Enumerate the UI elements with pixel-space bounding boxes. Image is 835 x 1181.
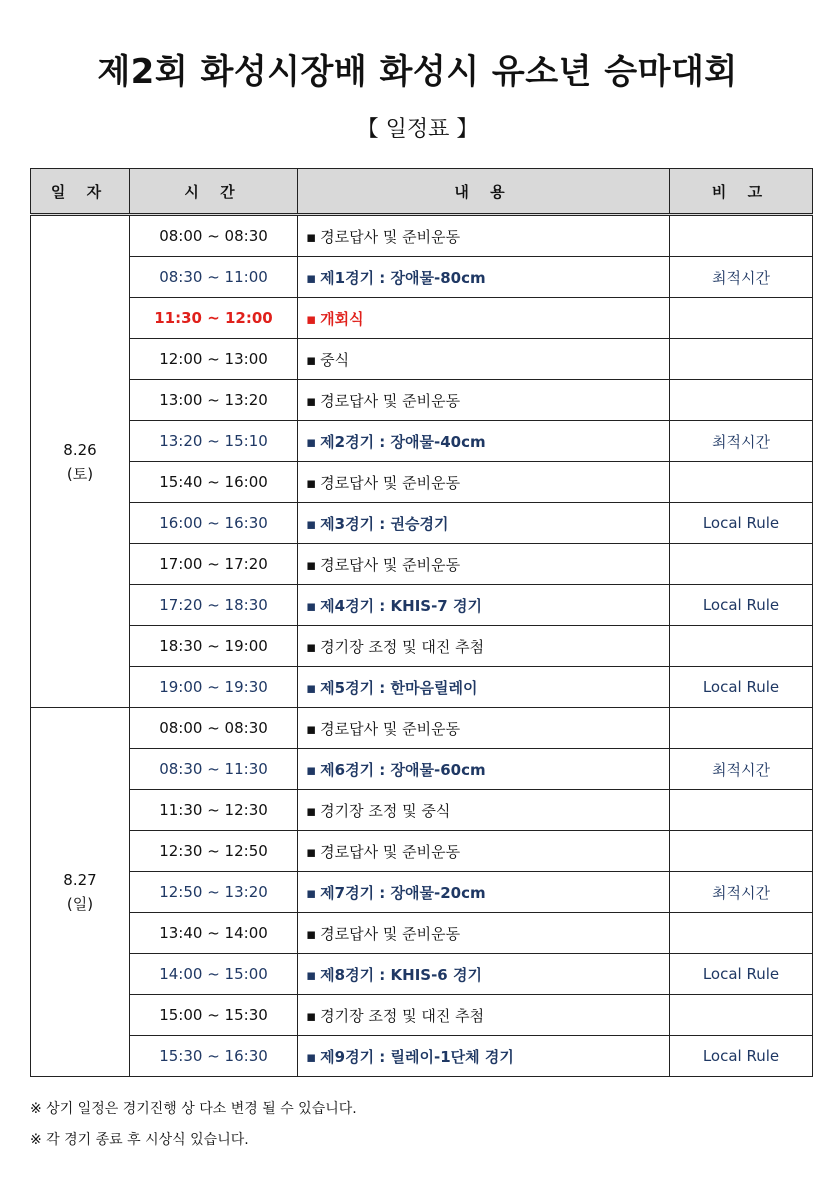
content-cell [298, 380, 670, 421]
note-cell [670, 298, 813, 339]
content-text: 경로답사 및 준비운동 [320, 719, 461, 738]
time-cell: 18:30 ~ 19:00 [130, 626, 298, 667]
content-text: 경로답사 및 준비운동 [320, 391, 461, 410]
note-cell: 최적시간 [670, 421, 813, 462]
content-cell [298, 1036, 670, 1077]
bullet-icon: ▪ [306, 268, 317, 287]
content-cell [298, 831, 670, 872]
content-cell [298, 462, 670, 503]
table-header-row [31, 169, 813, 215]
note-cell: 최적시간 [670, 257, 813, 298]
content-cell [298, 708, 670, 749]
content-cell [298, 995, 670, 1036]
document-title: 제2회 화성시장배 화성시 유소년 승마대회 [97, 52, 738, 92]
content-text: 경로답사 및 준비운동 [320, 227, 461, 246]
content-cell [298, 585, 670, 626]
content-cell [298, 503, 670, 544]
day-weekday: (일) [66, 895, 94, 913]
table-row [31, 544, 813, 585]
content-text: 제6경기 : 장애물-60cm [320, 760, 486, 779]
day-date: 8.27 [63, 871, 97, 889]
day-date: 8.26 [63, 440, 97, 459]
time-cell: 17:00 ~ 17:20 [130, 544, 298, 585]
table-row [31, 708, 813, 749]
content-text: 제7경기 : 장애물-20cm [320, 883, 486, 902]
content-cell [298, 544, 670, 585]
time-cell: 13:00 ~ 13:20 [130, 380, 298, 421]
content-text: 제1경기 : 장애물-80cm [320, 268, 486, 287]
table-row [31, 503, 813, 544]
bullet-icon: ▪ [306, 1006, 317, 1025]
table-row [31, 298, 813, 339]
content-text: 경기장 조정 및 대진 추첨 [320, 1006, 485, 1025]
time-cell: 12:50 ~ 13:20 [130, 872, 298, 913]
schedule-table [30, 168, 813, 1077]
footnote-award: ※ 각 경기 종료 후 시상식 있습니다. [30, 1132, 249, 1148]
content-cell [298, 421, 670, 462]
note-cell [670, 831, 813, 872]
content-text: 제5경기 : 한마음릴레이 [320, 678, 478, 697]
time-cell: 15:30 ~ 16:30 [130, 1036, 298, 1077]
table-row [31, 954, 813, 995]
header-note: 비 고 [670, 169, 813, 215]
content-cell [298, 215, 670, 257]
table-row [31, 1036, 813, 1077]
content-text: 경기장 조정 및 중식 [320, 801, 451, 820]
bullet-icon: ▪ [306, 924, 317, 943]
table-row [31, 667, 813, 708]
bullet-icon: ▪ [306, 391, 317, 410]
content-text: 경로답사 및 준비운동 [320, 924, 461, 943]
time-cell: 08:00 ~ 08:30 [130, 215, 298, 257]
bullet-icon: ▪ [306, 1047, 317, 1066]
bullet-icon: ▪ [306, 801, 317, 820]
content-cell [298, 339, 670, 380]
table-row [31, 995, 813, 1036]
bullet-icon: ▪ [306, 555, 317, 574]
content-cell [298, 626, 670, 667]
header-time: 시 간 [130, 169, 298, 215]
day-weekday: (토) [66, 464, 94, 483]
note-cell [670, 380, 813, 421]
content-text: 경로답사 및 준비운동 [320, 473, 461, 492]
time-cell: 08:30 ~ 11:30 [130, 749, 298, 790]
content-text: 제3경기 : 권승경기 [320, 514, 449, 533]
time-cell: 15:40 ~ 16:00 [130, 462, 298, 503]
table-row [31, 913, 813, 954]
note-cell [670, 544, 813, 585]
header-content: 내 용 [298, 169, 670, 215]
note-cell: 최적시간 [670, 749, 813, 790]
content-cell [298, 257, 670, 298]
bullet-icon: ▪ [306, 473, 317, 492]
bullet-icon: ▪ [306, 309, 317, 328]
note-cell: Local Rule [670, 585, 813, 626]
table-row [31, 872, 813, 913]
bullet-icon: ▪ [306, 883, 317, 902]
bullet-icon: ▪ [306, 432, 317, 451]
note-cell: Local Rule [670, 954, 813, 995]
bullet-icon: ▪ [306, 637, 317, 656]
bullet-icon: ▪ [306, 760, 317, 779]
time-cell: 11:30 ~ 12:30 [130, 790, 298, 831]
content-cell [298, 667, 670, 708]
note-cell: Local Rule [670, 503, 813, 544]
time-cell: 11:30 ~ 12:00 [130, 298, 298, 339]
note-cell: Local Rule [670, 1036, 813, 1077]
table-row [31, 831, 813, 872]
content-text: 제8경기 : KHIS-6 경기 [320, 965, 482, 984]
note-cell: 최적시간 [670, 872, 813, 913]
note-cell [670, 913, 813, 954]
time-cell: 13:40 ~ 14:00 [130, 913, 298, 954]
table-row [31, 380, 813, 421]
content-text: 경기장 조정 및 대진 추첨 [320, 637, 485, 656]
time-cell: 16:00 ~ 16:30 [130, 503, 298, 544]
time-cell: 12:00 ~ 13:00 [130, 339, 298, 380]
bullet-icon: ▪ [306, 227, 317, 246]
note-cell [670, 626, 813, 667]
bullet-icon: ▪ [306, 965, 317, 984]
day-date-cell [31, 708, 130, 1077]
footnotes [30, 1094, 357, 1156]
bullet-icon: ▪ [306, 842, 317, 861]
time-cell: 13:20 ~ 15:10 [130, 421, 298, 462]
content-cell [298, 749, 670, 790]
bullet-icon: ▪ [306, 596, 317, 615]
content-text: 개회식 [320, 309, 364, 328]
content-text: 제2경기 : 장애물-40cm [320, 432, 486, 451]
note-cell: Local Rule [670, 667, 813, 708]
time-cell: 08:00 ~ 08:30 [130, 708, 298, 749]
content-cell [298, 954, 670, 995]
table-row [31, 585, 813, 626]
schedule-body [31, 215, 813, 1077]
note-cell [670, 995, 813, 1036]
time-cell: 15:00 ~ 15:30 [130, 995, 298, 1036]
time-cell: 19:00 ~ 19:30 [130, 667, 298, 708]
content-text: 경로답사 및 준비운동 [320, 842, 461, 861]
day-date-cell [31, 215, 130, 708]
content-cell [298, 298, 670, 339]
bullet-icon: ▪ [306, 678, 317, 697]
time-cell: 17:20 ~ 18:30 [130, 585, 298, 626]
content-cell [298, 872, 670, 913]
table-row [31, 626, 813, 667]
table-row [31, 257, 813, 298]
table-row [31, 215, 813, 257]
content-cell [298, 790, 670, 831]
time-cell: 08:30 ~ 11:00 [130, 257, 298, 298]
table-row [31, 749, 813, 790]
content-text: 중식 [320, 350, 350, 369]
note-cell [670, 790, 813, 831]
bullet-icon: ▪ [306, 514, 317, 533]
note-cell [670, 462, 813, 503]
time-cell: 12:30 ~ 12:50 [130, 831, 298, 872]
table-row [31, 462, 813, 503]
document-subtitle: 【 일정표 】 [356, 117, 479, 142]
content-cell [298, 913, 670, 954]
time-cell: 14:00 ~ 15:00 [130, 954, 298, 995]
table-row [31, 790, 813, 831]
note-cell [670, 215, 813, 257]
footnote-change: ※ 상기 일정은 경기진행 상 다소 변경 될 수 있습니다. [30, 1101, 357, 1117]
bullet-icon: ▪ [306, 719, 317, 738]
content-text: 경로답사 및 준비운동 [320, 555, 461, 574]
content-text: 제9경기 : 릴레이-1단체 경기 [320, 1047, 514, 1066]
header-date: 일 자 [31, 169, 130, 215]
table-row [31, 421, 813, 462]
table-row [31, 339, 813, 380]
note-cell [670, 339, 813, 380]
content-text: 제4경기 : KHIS-7 경기 [320, 596, 482, 615]
bullet-icon: ▪ [306, 350, 317, 369]
note-cell [670, 708, 813, 749]
